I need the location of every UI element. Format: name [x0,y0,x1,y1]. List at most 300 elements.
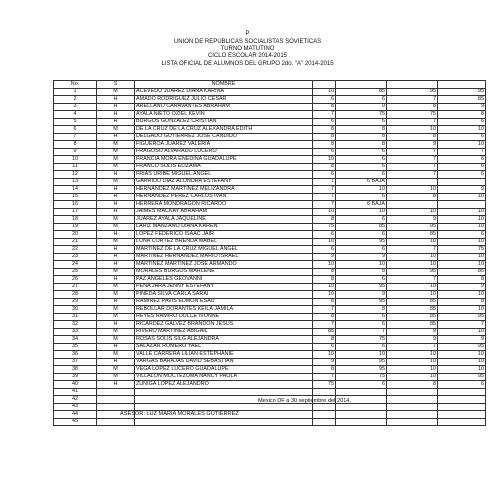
cell-name: FRAGOSO ALVARADO LUCERO [135,148,313,156]
cell-grade1: 85 [313,328,336,336]
cell-grade4 [438,411,486,419]
table-row [54,216,486,224]
cell-name: SALAZAR ROMERO YAEL [135,343,313,351]
cell-no: 29 [54,298,97,306]
cell-name: FRIAS URIBE MIGUEL ANGEL [135,171,313,179]
cell-no: 8 [54,141,97,149]
table-row [54,381,486,389]
cell-name: DELGADO GUTIERREZ JOSE CANDIDO [135,133,313,141]
cell-grade2: 95 [336,366,387,374]
col-name-header: NOMBRE [135,81,313,89]
cell-sex: H [97,201,135,209]
cell-name: VEGA LOPEZ LUCERO GUADALUPE [135,366,313,374]
table-row [54,366,486,374]
cell-sex [97,388,135,396]
cell-sex [97,418,135,426]
header-shift: TURNO MATUTINO [220,46,275,52]
cell-grade2: 6 [336,321,387,329]
cell-grade4: 10 [438,306,486,314]
cell-no: 42 [54,396,97,404]
cell-grade3: 7 [387,148,438,156]
cell-grade4: 10 [438,141,486,149]
table-row [54,88,486,96]
col-grade3-header [387,81,438,89]
cell-grade4: 10 [438,351,486,359]
table-row [54,148,486,156]
cell-grade1: 8 [313,268,336,276]
cell-grade2: 8 [336,126,387,134]
cell-grade4: 10 [438,291,486,299]
cell-grade4 [438,418,486,426]
col-sex-header: S [97,81,135,89]
cell-grade1: 10 [313,238,336,246]
cell-grade1: 8 [313,126,336,134]
cell-grade2: 75 [336,336,387,344]
cell-sex: H [97,298,135,306]
cell-no: 35 [54,343,97,351]
table-row [54,268,486,276]
footer-date: Mexico DF a 30 septiembre del 2014. [258,398,351,404]
cell-grade1: 10 [313,261,336,269]
cell-grade4: 6 [438,381,486,389]
table-row [54,111,486,119]
cell-no: 33 [54,328,97,336]
cell-no: 32 [54,321,97,329]
cell-sex: H [97,118,135,126]
cell-grade2: 6 BAJA [336,178,387,186]
cell-grade4: 10 [438,366,486,374]
cell-sex: M [97,351,135,359]
cell-sex: M [97,163,135,171]
cell-grade3: 85 [387,313,438,321]
cell-no: 20 [54,231,97,239]
table-row [54,306,486,314]
table-row [54,156,486,164]
cell-grade2: 6 [336,231,387,239]
cell-sex: H [97,246,135,254]
cell-no: 14 [54,186,97,194]
cell-grade4 [438,388,486,396]
table-body [54,88,486,426]
cell-sex: H [97,103,135,111]
table-row [54,328,486,336]
cell-sex: M [97,336,135,344]
header-union: UNION DE REPUBLICAS SOCIALISTAS SOVIETICAS [173,39,322,45]
cell-name: RICARDEZ GALVEZ BRANDON JESUS [135,321,313,329]
cell-no: 38 [54,366,97,374]
cell-grade4: 8 [438,111,486,119]
cell-grade1: 8 [313,313,336,321]
table-row [54,141,486,149]
cell-grade2: 75 [336,111,387,119]
cell-sex: M [97,216,135,224]
cell-grade3: 85 [387,298,438,306]
cell-grade2: 8 [336,133,387,141]
cell-grade4 [438,201,486,209]
cell-grade3: 10 [387,261,438,269]
cell-grade1: 7 [313,373,336,381]
cell-grade1: 8 [313,103,336,111]
cell-grade1 [313,403,336,411]
cell-sex: H [97,96,135,104]
cell-grade1: 10 [313,283,336,291]
cell-sex: M [97,141,135,149]
col-no-header: No. [54,81,97,89]
table-row [54,351,486,359]
cell-grade3: 7 [387,96,438,104]
cell-grade2: 8 [336,268,387,276]
cell-no: 19 [54,223,97,231]
cell-sex: M [97,268,135,276]
cell-grade2: 6 [336,381,387,389]
cell-no: 9 [54,148,97,156]
cell-name: VARGAS BARAJAS DAVID SEBASTIAN [135,358,313,366]
cell-grade1 [313,388,336,396]
table-row [54,96,486,104]
cell-grade1: 9 [313,253,336,261]
cell-grade4: 85 [438,268,486,276]
cell-name: BURGOS GONZALEZ CRISTIAN [135,118,313,126]
cell-sex: M [97,328,135,336]
cell-no: 37 [54,358,97,366]
cell-grade3: 10 [387,351,438,359]
cell-sex [97,396,135,404]
cell-no: 6 [54,126,97,134]
cell-sex: H [97,321,135,329]
table-row [54,118,486,126]
cell-grade2: 95 [336,238,387,246]
cell-no: 12 [54,171,97,179]
cell-grade3: 7 [387,163,438,171]
cell-grade3: 95 [387,223,438,231]
cell-grade4: 85 [438,96,486,104]
cell-grade3: 10 [387,126,438,134]
table-row [54,298,486,306]
cell-grade3: 10 [387,291,438,299]
cell-grade4: 8 [438,298,486,306]
cell-no: 11 [54,163,97,171]
cell-grade4: 6 [438,156,486,164]
cell-name: LUNA CORTEZ BRENDA MABEL [135,238,313,246]
cell-grade3: 9 [387,328,438,336]
cell-name [135,388,313,396]
cell-grade4: 7 [438,148,486,156]
table-row [54,283,486,291]
cell-sex: M [97,373,135,381]
cell-grade2: 8 [336,141,387,149]
cell-grade3: 75 [387,111,438,119]
cell-grade2: 6 [336,163,387,171]
cell-grade1: 8 [313,336,336,344]
cell-sex: M [97,366,135,374]
cell-grade3 [387,396,438,404]
cell-no: 3 [54,103,97,111]
cell-no: 21 [54,238,97,246]
cell-sex: M [97,148,135,156]
cell-name: REYES RAMIRO DULCE IVONNE [135,313,313,321]
cell-grade4: 9 [438,336,486,344]
cell-grade1: 9 [313,358,336,366]
col-grade2-header [336,81,387,89]
cell-name: ARELLANO CARAVANTES ABRAHAM [135,103,313,111]
cell-grade2: 95 [336,298,387,306]
cell-no: 26 [54,276,97,284]
cell-sex: H [97,231,135,239]
cell-name: MARTINEZ DE LA CRUZ MIGUEL ANGEL [135,246,313,254]
cell-grade2: 6 [336,313,387,321]
cell-grade4: 95 [438,88,486,96]
cell-name: JAIMES MACKAY ABRAHAM [135,208,313,216]
cell-grade1: 7 [313,178,336,186]
cell-grade4: 6 [438,231,486,239]
cell-grade2: 95 [336,283,387,291]
cell-grade3: 10 [387,366,438,374]
cell-grade3: 8 [387,193,438,201]
cell-grade3: 7 [387,246,438,254]
cell-grade4: 10 [438,238,486,246]
cell-grade1: 10 [313,208,336,216]
cell-sex: M [97,283,135,291]
cell-grade4: 75 [438,246,486,254]
cell-grade2: 10 [336,351,387,359]
cell-grade3: 95 [387,88,438,96]
cell-name: MARTINEZ HERNANDEZ MARIO ISRAEL [135,253,313,261]
table-row [54,171,486,179]
cell-grade4: 6 [438,133,486,141]
cell-grade3: 9 [387,141,438,149]
cell-grade3 [387,418,438,426]
cell-sex: M [97,223,135,231]
cell-grade3: 10 [387,253,438,261]
cell-grade4: 10 [438,193,486,201]
cell-name [135,418,313,426]
table-row [54,321,486,329]
cell-name: ACEVEDO JUAREZ DIANA KARINA [135,88,313,96]
cell-sex: H [97,253,135,261]
cell-grade4: 10 [438,216,486,224]
cell-grade4: 10 [438,253,486,261]
table-row [54,223,486,231]
cell-sex: H [97,133,135,141]
table-row [54,126,486,134]
cell-grade1: 7 [313,306,336,314]
cell-name: VALLE CARRERA LILIAN ESTEPHANIE [135,351,313,359]
cell-grade2: 6 [336,193,387,201]
cell-grade1: 7 [313,111,336,119]
cell-grade4: 7 [438,321,486,329]
cell-grade4: 10 [438,261,486,269]
cell-no: 13 [54,178,97,186]
table-row [54,373,486,381]
cell-grade4: 9 [438,283,486,291]
cell-no: 15 [54,193,97,201]
cell-grade3 [387,411,438,419]
cell-name: REBOLLAR DORANTES KEILA JAMILA [135,306,313,314]
table-row [54,411,486,419]
cell-name: MORALES BURGOS MARLENE [135,268,313,276]
cell-sex: H [97,171,135,179]
table-row [54,103,486,111]
table-row [54,201,486,209]
cell-grade2: 6 [336,216,387,224]
cell-no: 10 [54,156,97,164]
cell-grade1: 8 [313,216,336,224]
cell-name: FIGUEROA JUAREZ VALERIA [135,141,313,149]
cell-name: HERNANDEZ MARTINEZ MELIZANDRA [135,186,313,194]
cell-grade4 [438,403,486,411]
cell-grade1: 7 [313,193,336,201]
cell-name: RIVERO MARTINEZ ABIGAIL [135,328,313,336]
cell-grade1: 6 [313,148,336,156]
cell-no: 16 [54,201,97,209]
cell-name: ROSAS SOLIS SILG ALEJANDRA [135,336,313,344]
cell-grade2 [336,418,387,426]
cell-name: RAMIREZ PAVIS EDMON ESAU [135,298,313,306]
cell-grade2: 6 [336,148,387,156]
cell-grade2: 10 [336,261,387,269]
table-row [54,253,486,261]
cell-grade2 [336,411,387,419]
cell-grade3: 8 [387,381,438,389]
cell-grade2: 6 [336,246,387,254]
cell-no: 5 [54,118,97,126]
cell-grade4: 10 [438,358,486,366]
cell-grade4: 6 [438,163,486,171]
cell-no: 27 [54,283,97,291]
cell-no: 44 [54,411,97,419]
student-table [53,80,486,426]
cell-name: MARTINEZ MARTINEZ JOSE ARMANDO [135,261,313,269]
cell-sex: H [97,193,135,201]
table-row [54,231,486,239]
cell-grade3: 85 [387,321,438,329]
cell-grade2: 9 [336,103,387,111]
table-row [54,343,486,351]
col-grade4-header [438,81,486,89]
cell-sex: M [97,313,135,321]
cell-grade2: 85 [336,88,387,96]
cell-grade3: 10 [387,186,438,194]
cell-sex: M [97,156,135,164]
cell-no: 22 [54,246,97,254]
cell-sex: H [97,111,135,119]
cell-grade1: 8 [313,133,336,141]
cell-grade3 [387,201,438,209]
cell-grade3: 10 [387,208,438,216]
cell-grade2: 8 [336,306,387,314]
cell-grade4 [438,178,486,186]
cell-no: 45 [54,418,97,426]
cell-no: 28 [54,291,97,299]
cell-grade1: 8 [313,163,336,171]
cell-name [135,403,313,411]
cell-grade3: 85 [387,231,438,239]
cell-no: 1 [54,88,97,96]
cell-grade3: 95 [387,268,438,276]
header-cycle: CICLO ESCOLAR 2014-2015 [207,53,288,59]
cell-grade3: 10 [387,373,438,381]
cell-grade2: 6 [336,343,387,351]
cell-grade3: 7 [387,171,438,179]
table-row [54,291,486,299]
cell-name: HERNANDEZ PEREZ CARLOS IVAN [135,193,313,201]
table-row [54,276,486,284]
cell-grade1: 10 [313,351,336,359]
cell-grade1: 8 [313,276,336,284]
cell-grade2: 10 [336,186,387,194]
cell-grade2: 6 [336,276,387,284]
table-row [54,186,486,194]
cell-name: ZUÑIGA LOPEZ ALEJANDRO [135,381,313,389]
cell-name: JUAREZ AYALA JAQUELINE [135,216,313,224]
cell-sex: M [97,126,135,134]
cell-grade4: 10 [438,208,486,216]
cell-grade3 [387,178,438,186]
cell-grade1: 75 [313,223,336,231]
cell-sex: H [97,186,135,194]
cell-name: PEÑA JARA JENNY ESTEFANY [135,283,313,291]
cell-grade1: 10 [313,156,336,164]
cell-grade4: 95 [438,373,486,381]
cell-grade4: 10 [438,126,486,134]
cell-grade4: 95 [438,313,486,321]
cell-grade3: 8 [387,103,438,111]
cell-name: AYALA NIETO OZIEL KEVIN [135,111,313,119]
cell-grade3: 85 [387,306,438,314]
cell-grade1: 6 [313,231,336,239]
cell-name: PAZ ANGELES GEOVANNI [135,276,313,284]
cell-sex: M [97,88,135,96]
cell-grade2 [336,403,387,411]
cell-grade1: 8 [313,141,336,149]
cell-grade1: 8 [313,298,336,306]
cell-grade2: 95 [336,358,387,366]
cell-grade4: 10 [438,223,486,231]
cell-no: 40 [54,381,97,389]
col-grade1-header [313,81,336,89]
cell-name: LOPEZ FEDERICO ISAAC JAIR [135,231,313,239]
cell-grade1: 6 [313,118,336,126]
cell-grade3: 10 [387,358,438,366]
cell-grade4: 10 [438,328,486,336]
cell-grade3: 9 [387,216,438,224]
table-row [54,403,486,411]
cell-sex: M [97,178,135,186]
cell-grade1: 6 [313,96,336,104]
header-list-title: LISTA OFICIAL DE ALUMNOS DEL GRUPO 2do. "A" 2014-2015 [161,61,334,67]
table-header-row [54,81,486,89]
cell-name: AMADO RODRIGUEZ JULIO CESAR [135,96,313,104]
cell-grade4: 8 [438,276,486,284]
table-row [54,246,486,254]
header-letter: P [245,31,250,37]
cell-grade2: 6 [336,171,387,179]
cell-grade3: 10 [387,283,438,291]
cell-no: 34 [54,336,97,344]
cell-name: FRANCO SOLIS ELIZAMA [135,163,313,171]
cell-name: VILLALON MOCTEZUMA NANCY PAOLA [135,373,313,381]
table-row [54,358,486,366]
cell-sex: H [97,208,135,216]
table-row [54,163,486,171]
cell-grade1: 8 [313,366,336,374]
cell-sex: M [97,306,135,314]
cell-name: LARIZ MANZANO DIANA KAREN [135,223,313,231]
cell-sex: H [97,358,135,366]
cell-grade2: 85 [336,223,387,231]
cell-no: 41 [54,388,97,396]
cell-grade4: 9 [438,186,486,194]
